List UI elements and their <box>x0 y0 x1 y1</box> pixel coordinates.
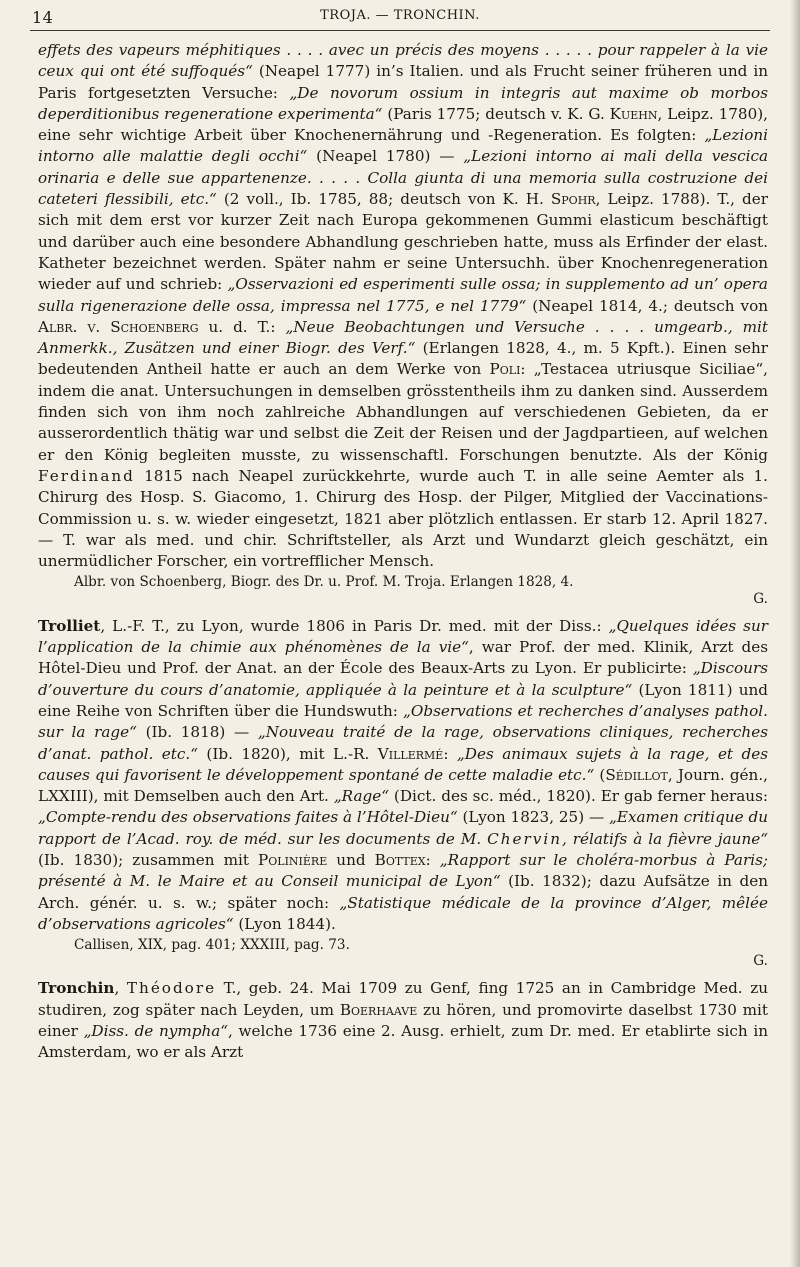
text-run: T., geb. 24. Mai 1709 zu Genf, fing 1725 an in Cambridge Med. zu studiren, zog später nach Leyden, um <box>38 979 768 1019</box>
text-run: (Paris 1775; deutsch v. K. G. <box>382 104 610 123</box>
signature-troja: G. <box>753 590 768 607</box>
citation-text: Callisen, XIX, pag. 401; XXXIII, pag. 73. <box>74 937 350 954</box>
text-run: ( <box>594 765 606 784</box>
text-run: (Lyon 1811) und eine Reihe von Schriften über die Hundswuth: <box>38 680 769 720</box>
text-run: (Lyon 1844). <box>233 914 336 933</box>
text-run: , rélatifs à la fièvre jaune“ <box>562 829 768 848</box>
entry-tronchin <box>38 978 768 1063</box>
entry-text <box>38 617 768 933</box>
text-run: Bottex <box>374 850 426 869</box>
text-run: , war Prof. der med. Klinik, Arzt des Hôtel-Dieu und Prof. der Anat. an der École des Beaux-Arts zu Lyon. Er publicirte: <box>38 638 768 678</box>
body-text <box>38 40 768 1064</box>
text-run: (Ib. 1830); zusammen mit <box>38 850 259 869</box>
citation-troja <box>38 572 768 593</box>
text-run: (Ib. 1818) — <box>136 723 258 742</box>
text-run: , Leipz. 1780), eine sehr wichtige Arbeit über Knochenernährung und -Regeneration. Es folgten: <box>38 104 768 145</box>
entry-text <box>38 979 768 1061</box>
text-run: , welche 1736 eine 2. Ausg. erhielt, zum Dr. med. Er etablirte sich in Amsterdam, wo er als Arzt <box>38 1022 768 1062</box>
text-run: „Statistique médicale de la province d’Alger, mêlée d’observations agricoles“ <box>38 893 768 933</box>
text-run: Poli <box>489 360 521 379</box>
text-run: zu hören, und promovirte daselbst 1730 mit einer <box>38 1000 768 1041</box>
text-run: (Neapel 1814, 4.; deutsch von <box>526 296 769 315</box>
citation-trolliet <box>38 935 768 956</box>
header-rule <box>30 30 770 31</box>
running-head: TROJA. — TRONCHIN. <box>320 8 480 23</box>
text-run: u. d. T.: <box>198 317 286 336</box>
text-run: „Osservazioni ed esperimenti sulle ossa; in supplemento ad un’ opera sulla rigenerazione delle ossa, impressa nel 1775, e nel 1779“ <box>38 275 768 315</box>
text-run: Villermé <box>377 744 444 763</box>
entry-text <box>38 41 768 570</box>
text-run: „Discours d’ouverture du cours d’anatomie, appliquée à la peinture et à la sculpture“ <box>38 659 768 699</box>
text-run: „Examen critique du rapport de l’Acad. roy. de méd. sur les documents de M. <box>38 808 768 848</box>
text-run: „Neue Beobachtungen und Versuche . . . . umgearb., mit Anmerkk., Zusätzen und einer Biogr. des Verf.“ <box>38 317 769 358</box>
text-run: (Ib. 1832); dazu Aufsätze in den Arch. génér. u. s. w.; später noch: <box>38 872 768 912</box>
headword: Tronchin <box>38 979 115 998</box>
text-run: Spohr <box>550 190 596 209</box>
text-run: , L.-F. T., zu Lyon, wurde 1806 in Paris Dr. med. mit der Diss.: <box>100 616 609 635</box>
text-run: Ferdinand <box>38 466 135 485</box>
citation-text: Albr. von Schoenberg, Biogr. des Dr. u. Prof. M. Troja. Erlangen 1828, 4. <box>74 574 574 591</box>
text-run: , Leipz. 1788). T., der sich mit dem erst vor kurzer Zeit nach Europa gekommenen Gummi elasticum beschäftigt und darüber auch eine besondere Abhandlung geschrieben hatte, muss als Erfinder der elast. Katheter bezeichnet werden. Später nahm er seine Untersuchh. über Knochenregeneration wieder auf und schrieb: <box>38 190 768 294</box>
text-run: „De novorum ossium in integris aut maxime ob morbos deperditionibus regeneratione experimenta“ <box>38 83 768 123</box>
text-run: effets des vapeurs méphitiques . . . . avec un précis des moyens . . . . . pour rappeler à la vie ceux qui ont été suffoqués“ <box>38 41 768 81</box>
text-run: „Observations et recherches d’analyses pathol. sur la rage“ <box>38 701 768 742</box>
text-run: „Rage“ <box>333 787 389 806</box>
text-run: : <box>443 744 457 763</box>
entry-troja-continuation <box>38 40 768 572</box>
text-run: (Lyon 1823, 25) — <box>457 808 609 827</box>
text-run: „Nouveau traité de la rage, observations cliniques, recherches d’anat. pathol. etc.“ <box>38 723 768 763</box>
text-run: Kuehn <box>609 104 658 123</box>
text-run: „Compte-rendu des observations faites à l’Hôtel-Dieu“ <box>38 808 458 827</box>
text-run: (Neapel 1780) — <box>307 147 464 166</box>
text-run: „Des animaux sujets à la rage, et des causes qui favorisent le développement spontané de cette maladie etc.“ <box>38 744 768 784</box>
text-run: (Dict. des sc. méd., 1820). Er gab ferner heraus: <box>389 787 768 806</box>
text-run: , Journ. gén., LXXIII), mit Demselben auch den Art. <box>38 765 768 806</box>
text-run: Albr. v. Schoenberg <box>38 317 199 336</box>
text-run: (Erlangen 1828, 4., m. 5 Kpft.). Einen sehr bedeutenden Antheil hatte er auch an dem Werke von <box>38 339 768 379</box>
text-run: „Quelques idées sur l’application de la chimie aux phénomènes de la vie“ <box>38 616 768 657</box>
text-run: : <box>425 850 440 869</box>
text-run: , <box>114 979 127 998</box>
text-run: : „Testacea utriusque Siciliae“, indem die anat. Untersuchungen in demselben grösstentheils ihm zu danken sind. Ausserdem finden sich von ihm noch zahlreiche Abhandlungen auf verschiedenen Gebieten, da er ausserordentlich thätig war und selbst die Zeit der Reisen und der Jagdpartieen, auf welchen er den König begleiten musste, zu wissenschaftl. Forschungen benutzte. Als der König <box>38 360 768 464</box>
text-run: (Ib. 1820), mit L.-R. <box>197 744 378 763</box>
text-run: „Lezioni intorno ai mali della vescica orinaria e delle sue appartenenze. . . . . Colla giunta di una memoria sulla costruzione dei cateteri flessibili, etc.“ <box>38 147 769 209</box>
signature-trolliet: G. <box>753 953 768 970</box>
text-run: Chervin <box>487 829 563 848</box>
page-header <box>30 4 770 28</box>
text-run: „Lezioni intorno alle malattie degli occhi“ <box>38 126 768 166</box>
page-edge-shadow <box>790 0 800 1267</box>
page-number: 14 <box>32 8 54 27</box>
text-run: Boerhaave <box>339 1000 418 1019</box>
text-run: (2 voll., Ib. 1785, 88; deutsch von K. H. <box>216 190 551 209</box>
text-run: „Rapport sur le choléra-morbus à Paris; présenté à M. le Maire et au Conseil municipal de Lyon“ <box>38 850 768 891</box>
text-run: und <box>327 850 375 869</box>
text-run: (Neapel 1777) in’s Italien. und als Frucht seiner früheren und in Paris fortgesetzten Versuche: <box>38 62 768 102</box>
text-run: Polinière <box>258 850 328 869</box>
entry-trolliet <box>38 616 768 935</box>
text-run: „Diss. de nympha“ <box>83 1022 229 1041</box>
text-run: Théodore <box>126 979 217 998</box>
text-run: Sédillot <box>605 765 668 784</box>
headword: Trolliet <box>38 616 101 635</box>
text-run: 1815 nach Neapel zurückkehrte, wurde auch T. in alle seine Aemter als 1. Chirurg des Hosp. S. Giacomo, 1. Chirurg des Hosp. der Pilger, Mitglied der Vaccinations-Commission u. s. w. wieder eingesetzt, 1821 aber plötzlich entlassen. Er starb 12. April 1827. — T. war als med. und chir. Schriftsteller, als Arzt und Wundarzt gleich geschätzt, ein unermüdlicher Forscher, ein vortrefflicher Mensch. <box>38 466 768 571</box>
